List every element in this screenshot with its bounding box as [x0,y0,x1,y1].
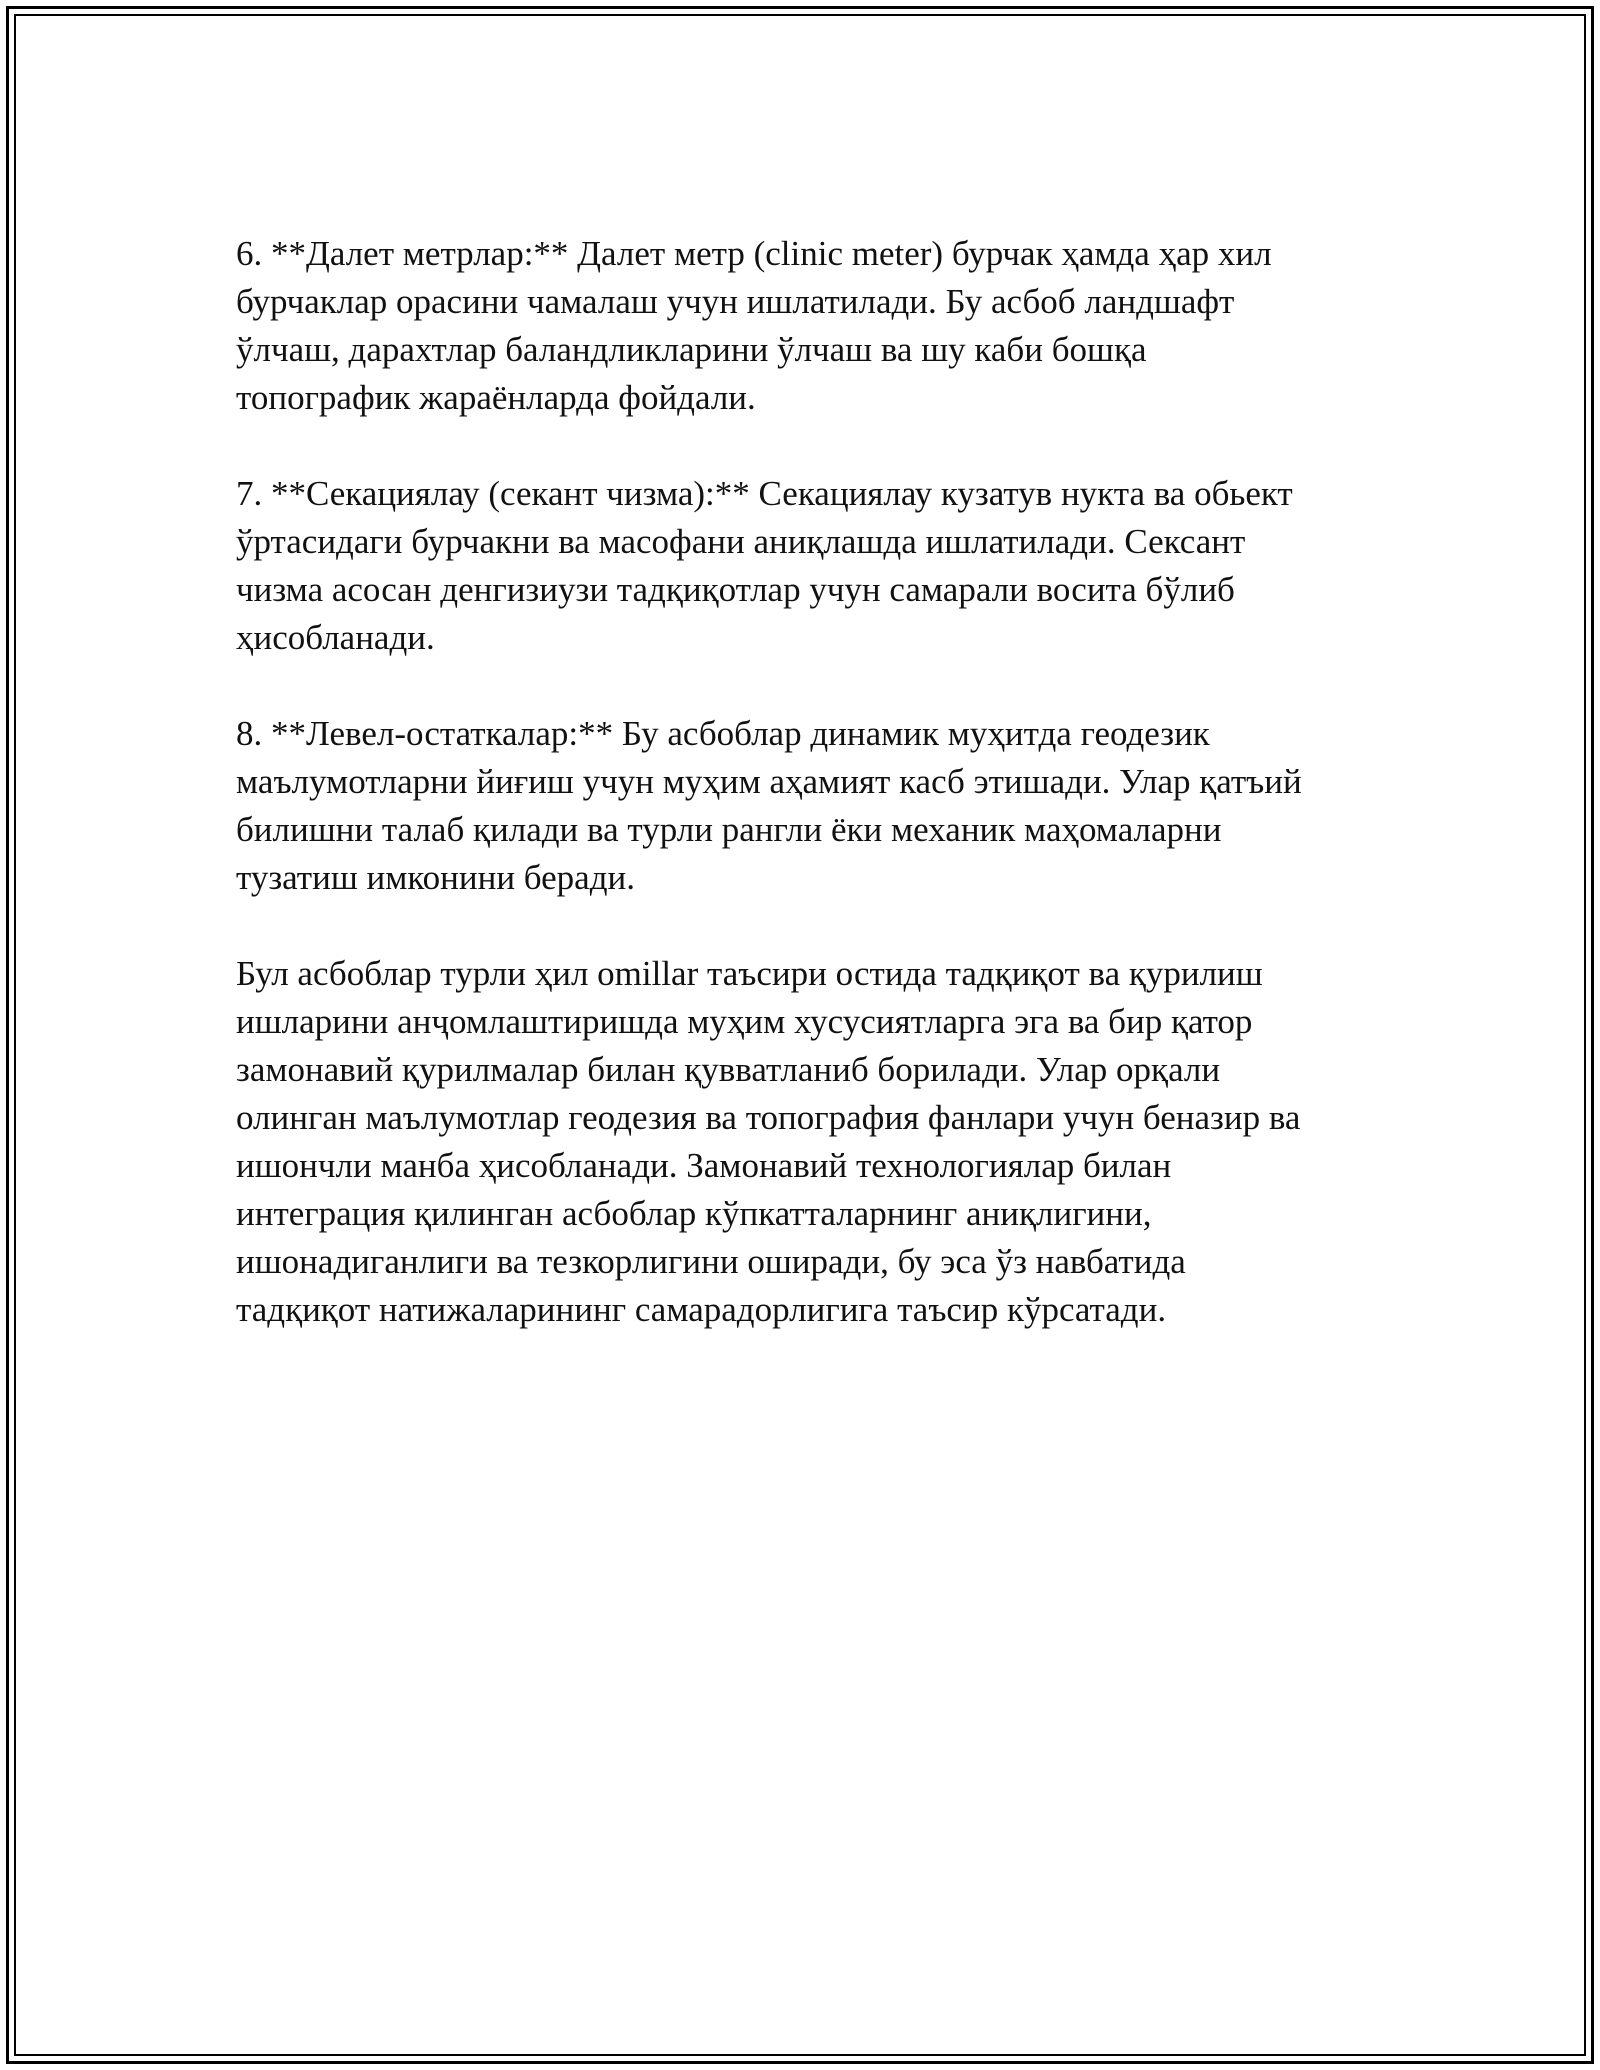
text-line: маълумотларни йиғиш учун муҳим аҳамият касб этишади. Улар қатъий [236,762,1302,801]
text-line: интеграция қилинган асбоблар кўпкатталарнинг аниқлигини, [236,1194,1152,1233]
paragraph-item-6 [236,230,1376,422]
paragraph-item-8 [236,710,1376,902]
text-line: тузатиш имконини беради. [236,858,635,897]
text-line: ҳисобланади. [236,618,435,657]
paragraph-conclusion [236,950,1376,1334]
text-line: ўртасидаги бурчакни ва масофани аниқлашда ишлатилади. Сексант [236,522,1246,561]
text-line: Бул асбоблар турли ҳил omillar таъсири остида тадқиқот ва қурилиш [236,954,1263,993]
text-line: топографик жараёнларда фойдали. [236,378,756,417]
text-line: 7. **Секациялау (секант чизма):** Секациялау кузатув нукта ва обьект [236,474,1293,513]
text-line: ишончли манба ҳисобланади. Замонавий технологиялар билан [236,1146,1172,1185]
document-body [236,230,1376,1382]
text-line: бурчаклар орасини чамалаш учун ишлатилади. Бу асбоб ландшафт [236,282,1235,321]
text-line: ишларини анҷомлаштиришда муҳим хусусиятларга эга ва бир қатор [236,1002,1253,1041]
text-line: тадқиқот натижаларининг самарадорлигига таъсир кўрсатади. [236,1290,1167,1329]
text-line: билишни талаб қилади ва турли рангли ёки механик маҳомаларни [236,810,1222,849]
paragraph-item-7 [236,470,1376,662]
text-line: 6. **Далет метрлар:** Далет метр (clinic meter) бурчак ҳамда ҳар хил [236,234,1272,273]
text-line: ишонадиганлиги ва тезкорлигини оширади, бу эса ўз навбатида [236,1242,1186,1281]
text-line: замонавий қурилмалар билан қувватланиб борилади. Улар орқали [236,1050,1221,1089]
text-line: олинган маълумотлар геодезия ва топография фанлари учун беназир ва [236,1098,1301,1137]
text-line: ўлчаш, дарахтлар баландликларини ўлчаш ва шу каби бошқа [236,330,1147,369]
text-line: 8. **Левел-остаткалар:** Бу асбоблар динамик муҳитда геодезик [236,714,1210,753]
text-line: чизма асосан денгизиузи тадқиқотлар учун самарали восита бўлиб [236,570,1235,609]
